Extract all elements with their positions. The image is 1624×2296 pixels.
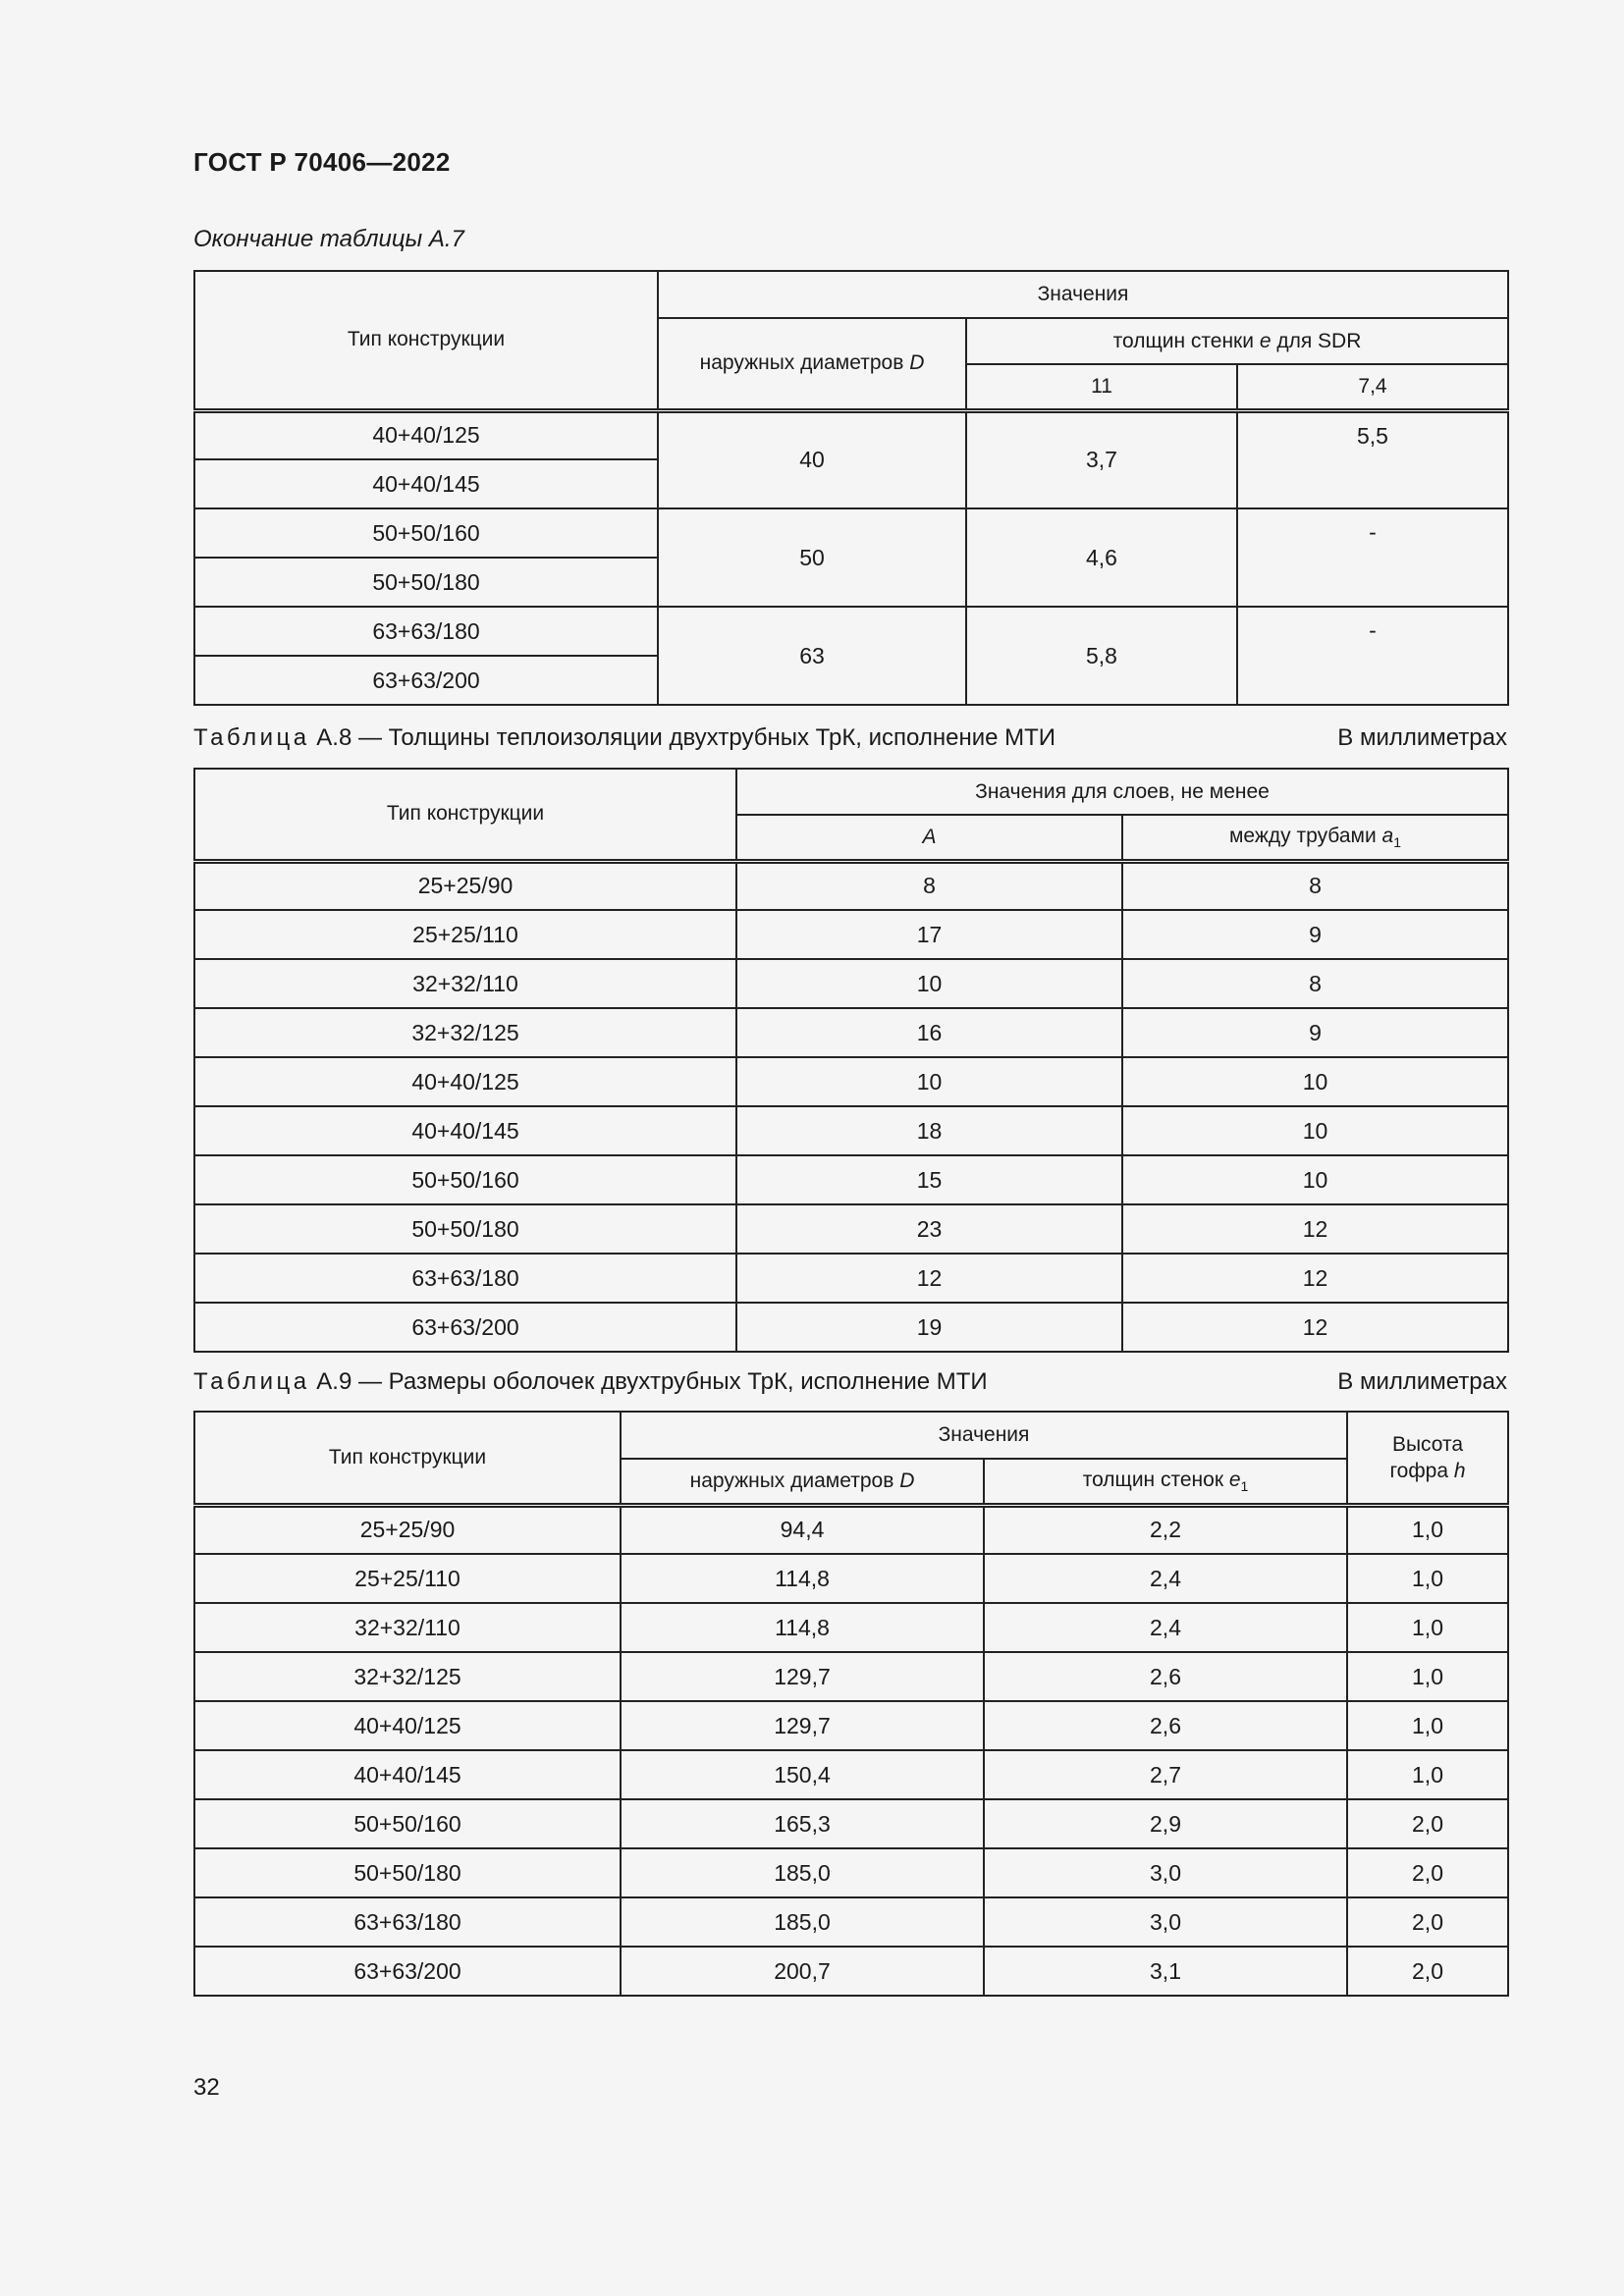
table-cell: 1,0	[1347, 1603, 1508, 1652]
table-cell: 10	[1122, 1057, 1508, 1106]
table-cell: 114,8	[621, 1554, 984, 1603]
table-row	[194, 1848, 1508, 1897]
table-cell: 12	[1122, 1303, 1508, 1352]
header-values: Значения	[621, 1412, 1347, 1459]
table-cell: 2,4	[984, 1603, 1347, 1652]
table-cell: 200,7	[621, 1947, 984, 1996]
header-sdr-7-4: 7,4	[1237, 364, 1508, 410]
document-header: ГОСТ Р 70406—2022	[193, 147, 451, 177]
header-type: Тип конструкции	[194, 271, 658, 410]
table-a8-caption	[193, 724, 1507, 752]
table-cell: 114,8	[621, 1603, 984, 1652]
table-row	[194, 1008, 1508, 1057]
header-type: Тип конструкции	[194, 1412, 621, 1505]
table-cell: 32+32/110	[194, 1603, 621, 1652]
table-cell: 1,0	[1347, 1701, 1508, 1750]
table-cell: 12	[1122, 1204, 1508, 1254]
table-cell: 1,0	[1347, 1652, 1508, 1701]
table-cell: 185,0	[621, 1897, 984, 1947]
table-cell: 12	[736, 1254, 1122, 1303]
table-row: 63+63/200	[194, 656, 1508, 705]
table-cell: 3,1	[984, 1947, 1347, 1996]
table-cell: 15	[736, 1155, 1122, 1204]
table-cell: 63+63/180	[194, 1897, 621, 1947]
table-cell: 50+50/180	[194, 1204, 736, 1254]
table-cell: 32+32/125	[194, 1652, 621, 1701]
table-row	[194, 1554, 1508, 1603]
table-cell: 32+32/125	[194, 1008, 736, 1057]
table-row	[194, 1254, 1508, 1303]
table-cell: 17	[736, 910, 1122, 959]
table-cell: 40+40/125	[194, 1701, 621, 1750]
table-row	[194, 910, 1508, 959]
table-row: 63+63/180 63 5,8 -	[194, 607, 1508, 656]
table-row	[194, 1750, 1508, 1799]
table-row	[194, 1701, 1508, 1750]
table-row	[194, 1204, 1508, 1254]
table-cell: 10	[736, 959, 1122, 1008]
table-cell: 25+25/110	[194, 910, 736, 959]
page-number: 32	[193, 2074, 220, 2101]
table-cell: 3,0	[984, 1848, 1347, 1897]
table-cell: 10	[1122, 1106, 1508, 1155]
table-cell: 2,6	[984, 1701, 1347, 1750]
header-outer-diameter: наружных диаметров D	[621, 1459, 984, 1505]
table-cell: 2,7	[984, 1750, 1347, 1799]
table-a8-body	[194, 861, 1508, 1352]
table-row	[194, 1897, 1508, 1947]
table-row	[194, 1947, 1508, 1996]
table-cell: 1,0	[1347, 1750, 1508, 1799]
table-cell: 25+25/110	[194, 1554, 621, 1603]
table-a7-continuation-caption: Окончание таблицы А.7	[193, 226, 464, 252]
table-cell: 10	[736, 1057, 1122, 1106]
table-row	[194, 1603, 1508, 1652]
table-cell: 63+63/180	[194, 1254, 736, 1303]
table-row	[194, 1303, 1508, 1352]
table-row	[194, 959, 1508, 1008]
header-wall-thickness: толщин стенок $e_1$	[984, 1459, 1347, 1505]
header-outer-diameter: наружных диаметров D	[658, 318, 966, 410]
header-col-a: A	[736, 815, 1122, 861]
table-cell: 165,3	[621, 1799, 984, 1848]
table-cell: 129,7	[621, 1652, 984, 1701]
table-cell: 50+50/160	[194, 1799, 621, 1848]
table-row: 50+50/180	[194, 558, 1508, 607]
table-cell: 18	[736, 1106, 1122, 1155]
table-cell: 150,4	[621, 1750, 984, 1799]
table-row	[194, 1155, 1508, 1204]
table-cell: 2,0	[1347, 1897, 1508, 1947]
header-values-layers: Значения для слоев, не менее	[736, 769, 1508, 815]
header-corrugation-height: Высота гофра h	[1347, 1412, 1508, 1505]
table-row	[194, 1057, 1508, 1106]
table-cell: 19	[736, 1303, 1122, 1352]
table-a8-caption-word: Таблица	[193, 724, 310, 751]
table-cell: 1,0	[1347, 1505, 1508, 1554]
table-a9-body	[194, 1505, 1508, 1996]
table-cell: 9	[1122, 1008, 1508, 1057]
table-cell: 8	[1122, 861, 1508, 910]
table-row	[194, 1505, 1508, 1554]
table-cell: 2,9	[984, 1799, 1347, 1848]
header-type: Тип конструкции	[194, 769, 736, 861]
table-row	[194, 1799, 1508, 1848]
table-cell: 40+40/145	[194, 1750, 621, 1799]
table-a9-units: В миллиметрах	[1337, 1368, 1507, 1395]
table-cell: 25+25/90	[194, 861, 736, 910]
table-cell: 40+40/145	[194, 1106, 736, 1155]
table-a9-caption	[193, 1368, 1507, 1396]
table-cell: 1,0	[1347, 1554, 1508, 1603]
header-sdr-11: 11	[966, 364, 1237, 410]
table-a9-caption-text: А.9 — Размеры оболочек двухтрубных ТрК, исполнение МТИ	[316, 1368, 988, 1395]
table-a8-units: В миллиметрах	[1337, 724, 1507, 751]
table-a7-end	[193, 270, 1509, 706]
table-cell: 32+32/110	[194, 959, 736, 1008]
table-cell: 63+63/200	[194, 1947, 621, 1996]
table-cell: 63+63/200	[194, 1303, 736, 1352]
table-row	[194, 861, 1508, 910]
table-a8	[193, 768, 1509, 1353]
table-a9-caption-word: Таблица	[193, 1368, 310, 1395]
table-row: 40+40/125 40 3,7 5,5	[194, 410, 1508, 459]
table-cell: 2,6	[984, 1652, 1347, 1701]
table-cell: 2,0	[1347, 1848, 1508, 1897]
table-a9	[193, 1411, 1509, 1997]
table-cell: 2,4	[984, 1554, 1347, 1603]
table-cell: 2,0	[1347, 1799, 1508, 1848]
table-cell: 9	[1122, 910, 1508, 959]
table-row: 40+40/145	[194, 459, 1508, 508]
table-cell: 8	[1122, 959, 1508, 1008]
header-values: Значения	[658, 271, 1508, 318]
table-cell: 23	[736, 1204, 1122, 1254]
table-cell: 40+40/125	[194, 1057, 736, 1106]
table-cell: 12	[1122, 1254, 1508, 1303]
table-cell: 129,7	[621, 1701, 984, 1750]
header-wall-thickness: толщин стенки e для SDR	[966, 318, 1508, 364]
table-cell: 2,2	[984, 1505, 1347, 1554]
table-cell: 16	[736, 1008, 1122, 1057]
table-cell: 50+50/180	[194, 1848, 621, 1897]
table-row	[194, 1106, 1508, 1155]
table-row: 50+50/160 50 4,6 -	[194, 508, 1508, 558]
table-cell: 25+25/90	[194, 1505, 621, 1554]
table-cell: 185,0	[621, 1848, 984, 1897]
header-between-pipes: между трубами $a_1$	[1122, 815, 1508, 861]
table-a8-caption-text: А.8 — Толщины теплоизоляции двухтрубных ТрК, исполнение МТИ	[316, 724, 1056, 751]
table-cell: 10	[1122, 1155, 1508, 1204]
table-cell: 8	[736, 861, 1122, 910]
table-cell: 94,4	[621, 1505, 984, 1554]
table-cell: 50+50/160	[194, 1155, 736, 1204]
table-row	[194, 1652, 1508, 1701]
table-cell: 2,0	[1347, 1947, 1508, 1996]
table-cell: 3,0	[984, 1897, 1347, 1947]
